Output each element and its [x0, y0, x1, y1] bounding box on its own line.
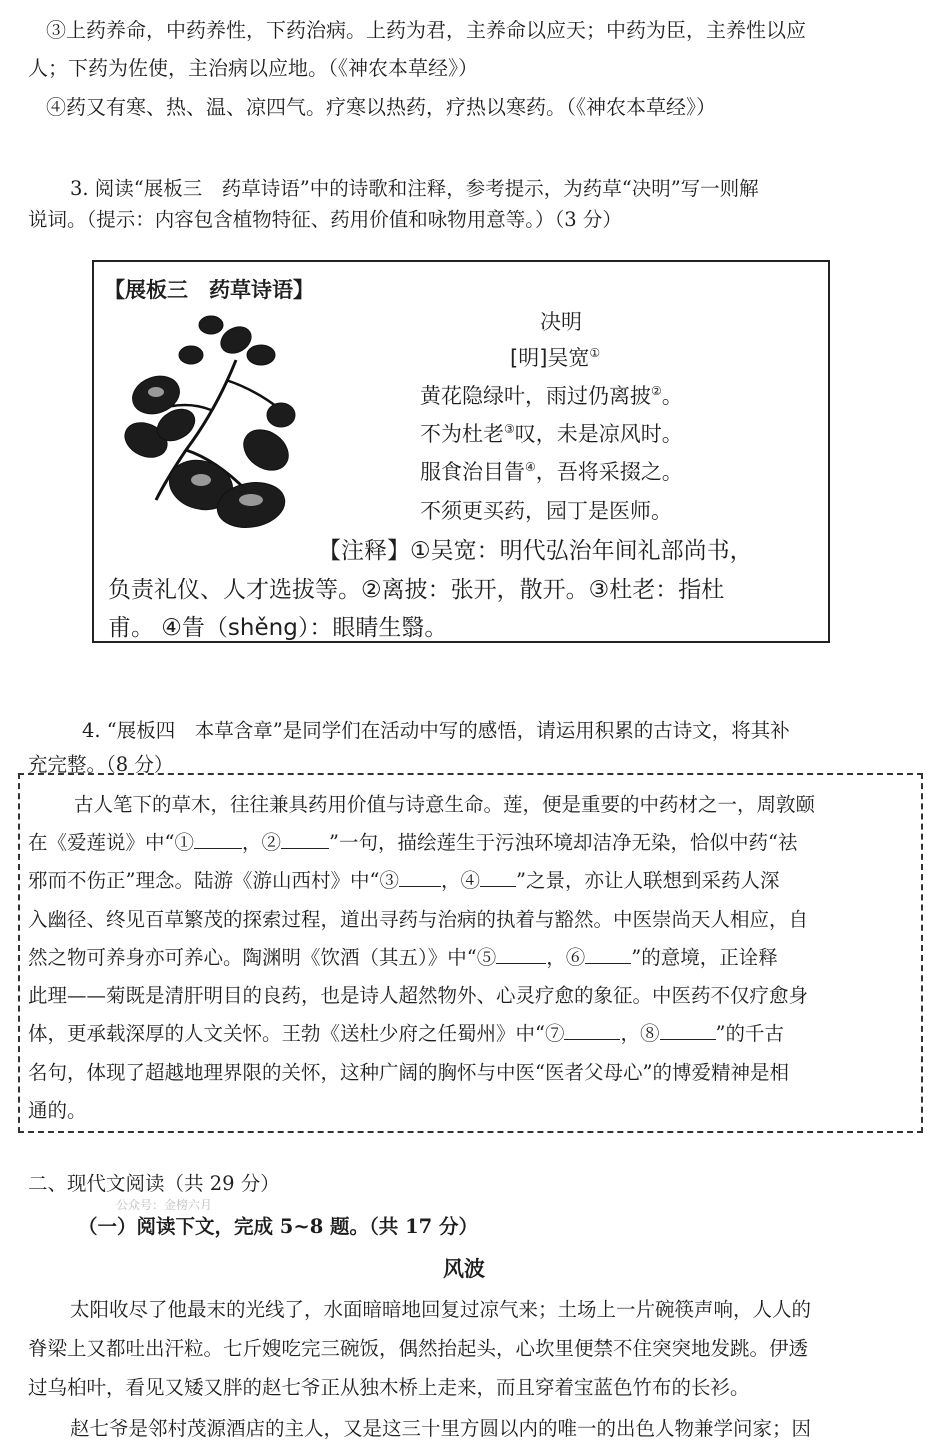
quote-3-line-2: 人；下药为佐使，主治病以应地。（《神农本草经》） [28, 56, 478, 80]
article-para-1-line-1: 太阳收尽了他最末的光线了，水面暗暗地回复过凉气来；土场上一片碗筷声响，人人的 [70, 1298, 812, 1321]
blank-4[interactable] [480, 868, 516, 887]
annotation-line-3: 甫。 ④眚（shěng）：眼睛生翳。 [108, 615, 448, 641]
section-2-title: 二、现代文阅读（共 29 分） [28, 1172, 280, 1195]
plant-illustration [116, 300, 296, 532]
panel-4-line-6: 此理——菊既是清肝明目的良药，也是诗人超然物外、心灵疗愈的象征。中医药不仅疗愈身 [28, 984, 809, 1007]
article-title: 风波 [443, 1256, 485, 1281]
panel-4-line-9: 通的。 [28, 1099, 87, 1122]
panel-3-box [92, 260, 830, 643]
poem-line-3: 服食治目眚④，吾将采掇之。 [420, 460, 683, 484]
panel-4-line-5: 然之物可养身亦可养心。陶渊明《饮酒（其五）》中“⑤ ，⑥ ”的意境，正诠释 [28, 946, 778, 969]
question-3-line-1: 3. 阅读“展板三 药草诗语”中的诗歌和注释，参考提示，为药草“决明”写一则解 [70, 177, 759, 200]
question-4-line-1: 4. “展板四 本草含章”是同学们在活动中写的感悟，请运用积累的古诗文，将其补 [82, 719, 790, 742]
article-para-1-line-2: 脊梁上又都吐出汗粒。七斤嫂吃完三碗饭，偶然抬起头，心坎里便禁不住突突地发跳。伊透 [28, 1337, 809, 1360]
question-4-line-2: 充完整。（8 分） [28, 753, 174, 776]
blank-1[interactable] [194, 830, 242, 849]
blank-2[interactable] [281, 830, 329, 849]
poem-line-4: 不须更买药，园丁是医师。 [420, 499, 672, 523]
quote-3-line-1: ③上药养命，中药养性，下药治病。上药为君，主养命以应天；中药为臣，主养性以应 [46, 18, 806, 42]
poem-line-2: 不为杜老③叹，未是凉风时。 [420, 422, 683, 446]
panel-4-line-7: 体，更承载深厚的人文关怀。王勃《送杜少府之任蜀州》中“⑦ ，⑧ ”的千古 [28, 1022, 784, 1045]
blank-8[interactable] [660, 1021, 716, 1040]
watermark: 公众号：金榜六月 [116, 1198, 213, 1212]
panel-4-line-2: 在《爱莲说》中“① ，② ”一句，描绘莲生于污浊环境却洁净无染，恰似中药“祛 [28, 831, 798, 854]
blank-7[interactable] [564, 1021, 620, 1040]
quote-4-line: ④药又有寒、热、温、凉四气。疗寒以热药，疗热以寒药。（《神农本草经》） [46, 95, 716, 119]
annotation-line-1: 【注释】①吴宽：明代弘治年间礼部尚书， [318, 538, 753, 564]
panel-4-line-1: 古人笔下的草木，往往兼具药用价值与诗意生命。莲，便是重要的中药材之一，周敦颐 [74, 793, 816, 816]
blank-5[interactable] [496, 945, 546, 964]
poem-line-1: 黄花隐绿叶，雨过仍离披②。 [420, 384, 683, 408]
subsection-1-title: （一）阅读下文，完成 5~8 题。（共 17 分） [78, 1215, 479, 1238]
poem-title: 决明 [540, 310, 582, 334]
panel-4-line-3: 邪而不伤正”理念。陆游《游山西村》中“③ ，④ ”之景，亦让人联想到采药人深 [28, 869, 780, 892]
annotation-line-2: 负责礼仪、人才选拔等。②离披：张开，散开。③杜老：指杜 [108, 577, 725, 603]
poem-author: [明]吴宽① [510, 346, 601, 370]
blank-3[interactable] [399, 868, 441, 887]
panel-4-box [18, 773, 923, 1133]
panel-3-heading: 【展板三 药草诗语】 [104, 278, 314, 302]
question-3-line-2: 说词。（提示：内容包含植物特征、药用价值和咏物用意等。）（3 分） [28, 208, 622, 231]
article-para-2-line-1: 赵七爷是邻村茂源酒店的主人，又是这三十里方圆以内的唯一的出色人物兼学问家；因 [70, 1417, 812, 1440]
panel-4-line-4: 入幽径、终见百草繁茂的探索过程，道出寻药与治病的执着与豁然。中医崇尚天人相应，自 [28, 908, 809, 931]
panel-4-line-8: 名句，体现了超越地理界限的关怀，这种广阔的胸怀与中医“医者父母心”的博爱精神是相 [28, 1061, 789, 1084]
article-para-1-line-3: 过乌桕叶，看见又矮又胖的赵七爷正从独木桥上走来，而且穿着宝蓝色竹布的长衫。 [28, 1376, 750, 1399]
blank-6[interactable] [585, 945, 631, 964]
